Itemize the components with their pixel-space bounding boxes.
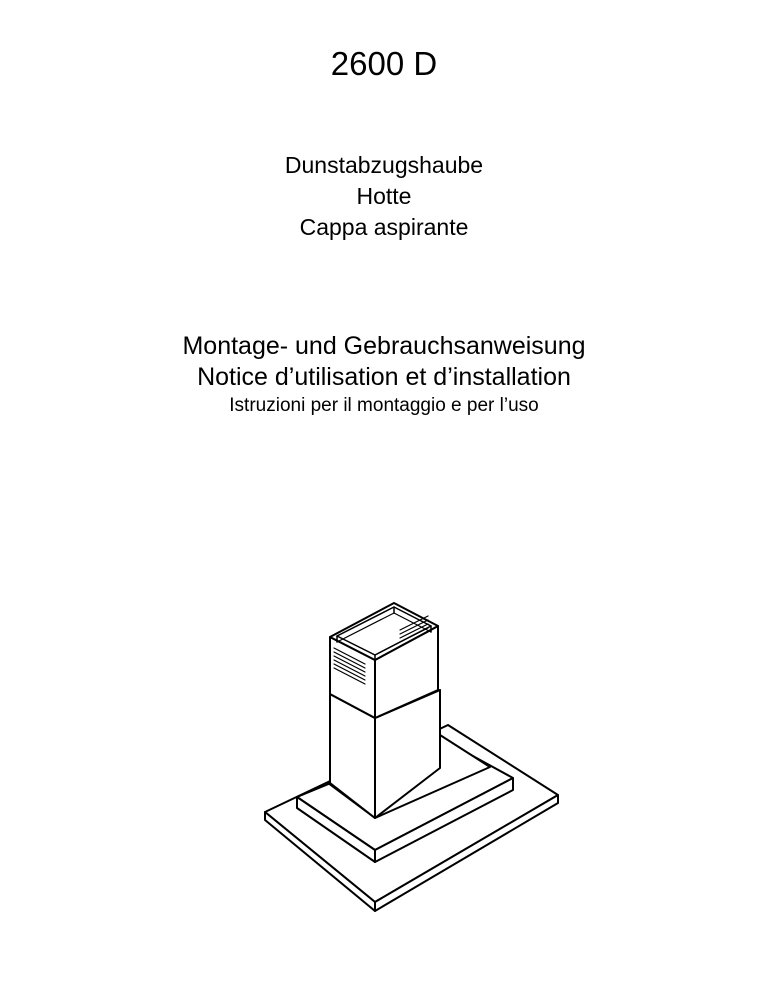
product-name-de: Dunstabzugshaube xyxy=(284,152,484,178)
manual-title-it: Istruzioni per il montaggio e per l’uso xyxy=(229,395,539,416)
product-name-it: Cappa aspirante xyxy=(299,214,469,240)
manual-title-de: Montage- und Gebrauchsanweisung xyxy=(182,332,586,360)
manual-title-fr: Notice d’utilisation et d’installation xyxy=(197,363,571,391)
model-title: 2600 D xyxy=(330,45,438,82)
product-name-fr: Hotte xyxy=(356,183,412,209)
